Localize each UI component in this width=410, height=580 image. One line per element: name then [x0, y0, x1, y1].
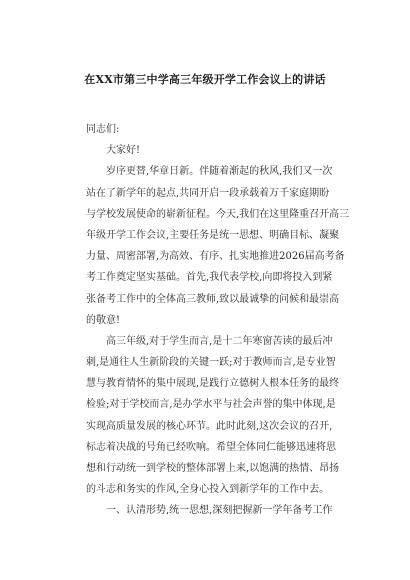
document-body — [86, 119, 366, 522]
paragraph-line: 考工作奠定坚实基础。首先,我代表学校,向即将投入到紧 — [86, 272, 333, 284]
paragraph-line: 张备考工作中的全体高三教师,致以最诚挚的问候和最崇高 — [86, 293, 340, 305]
paragraph-line: 年级开学工作会议,主要任务是统一思想、明确目标、凝聚 — [86, 229, 340, 241]
paragraph-1 — [86, 161, 366, 331]
document-title: 在XX市第三中学高三年级开学工作会议上的讲话 — [84, 73, 326, 86]
paragraph-line: 想和行动统一到学校的整体部署上来,以饱满的热情、昂扬 — [86, 463, 340, 474]
paragraph-line: 高三年级,对于学生而言,是十二年寒窗苦读的最后冲 — [106, 335, 333, 347]
paragraph-2 — [86, 331, 366, 501]
paragraph-line: 检验;对于学校而言,是办学水平与社会声誉的集中体现,是 — [86, 399, 336, 411]
paragraph-line: 一、认清形势,统一思想,深刻把握新一学年备考工作 — [106, 505, 333, 517]
paragraph-line: 岁序更替,华章日新。伴随着渐起的秋风,我们又一次 — [106, 166, 333, 178]
paragraph-line: 与学校发展使命的崭新征程。今天,我们在这里隆重召开高三 — [86, 208, 350, 220]
paragraph-line: 刺,是通往人生新阶段的关键一跃;对于教师而言,是专业智 — [86, 357, 336, 369]
salutation: 同志们: — [86, 124, 120, 135]
greeting: 大家好! — [106, 145, 141, 157]
paragraph-line: 慧与教育情怀的集中展现,是践行立德树人根本任务的最终 — [86, 378, 340, 390]
paragraph-line: 的斗志和务实的作风,全身心投入到新学年的工作中去。 — [86, 484, 330, 496]
paragraph-line: 力量、周密部署,为高效、有序、扎实地推进2026届高考备 — [86, 251, 345, 263]
section-heading-1 — [86, 500, 366, 521]
paragraph-line: 的敬意! — [86, 314, 121, 326]
paragraph-line: 标志着决战的号角已经吹响。希望全体同仁能够迅速将思 — [86, 441, 336, 453]
paragraph-line: 实现高质量发展的核心环节。此时此刻,这次会议的召开, — [86, 420, 333, 432]
paragraph-line: 站在了新学年的起点,共同开启一段承载着万千家庭期盼 — [86, 187, 330, 199]
